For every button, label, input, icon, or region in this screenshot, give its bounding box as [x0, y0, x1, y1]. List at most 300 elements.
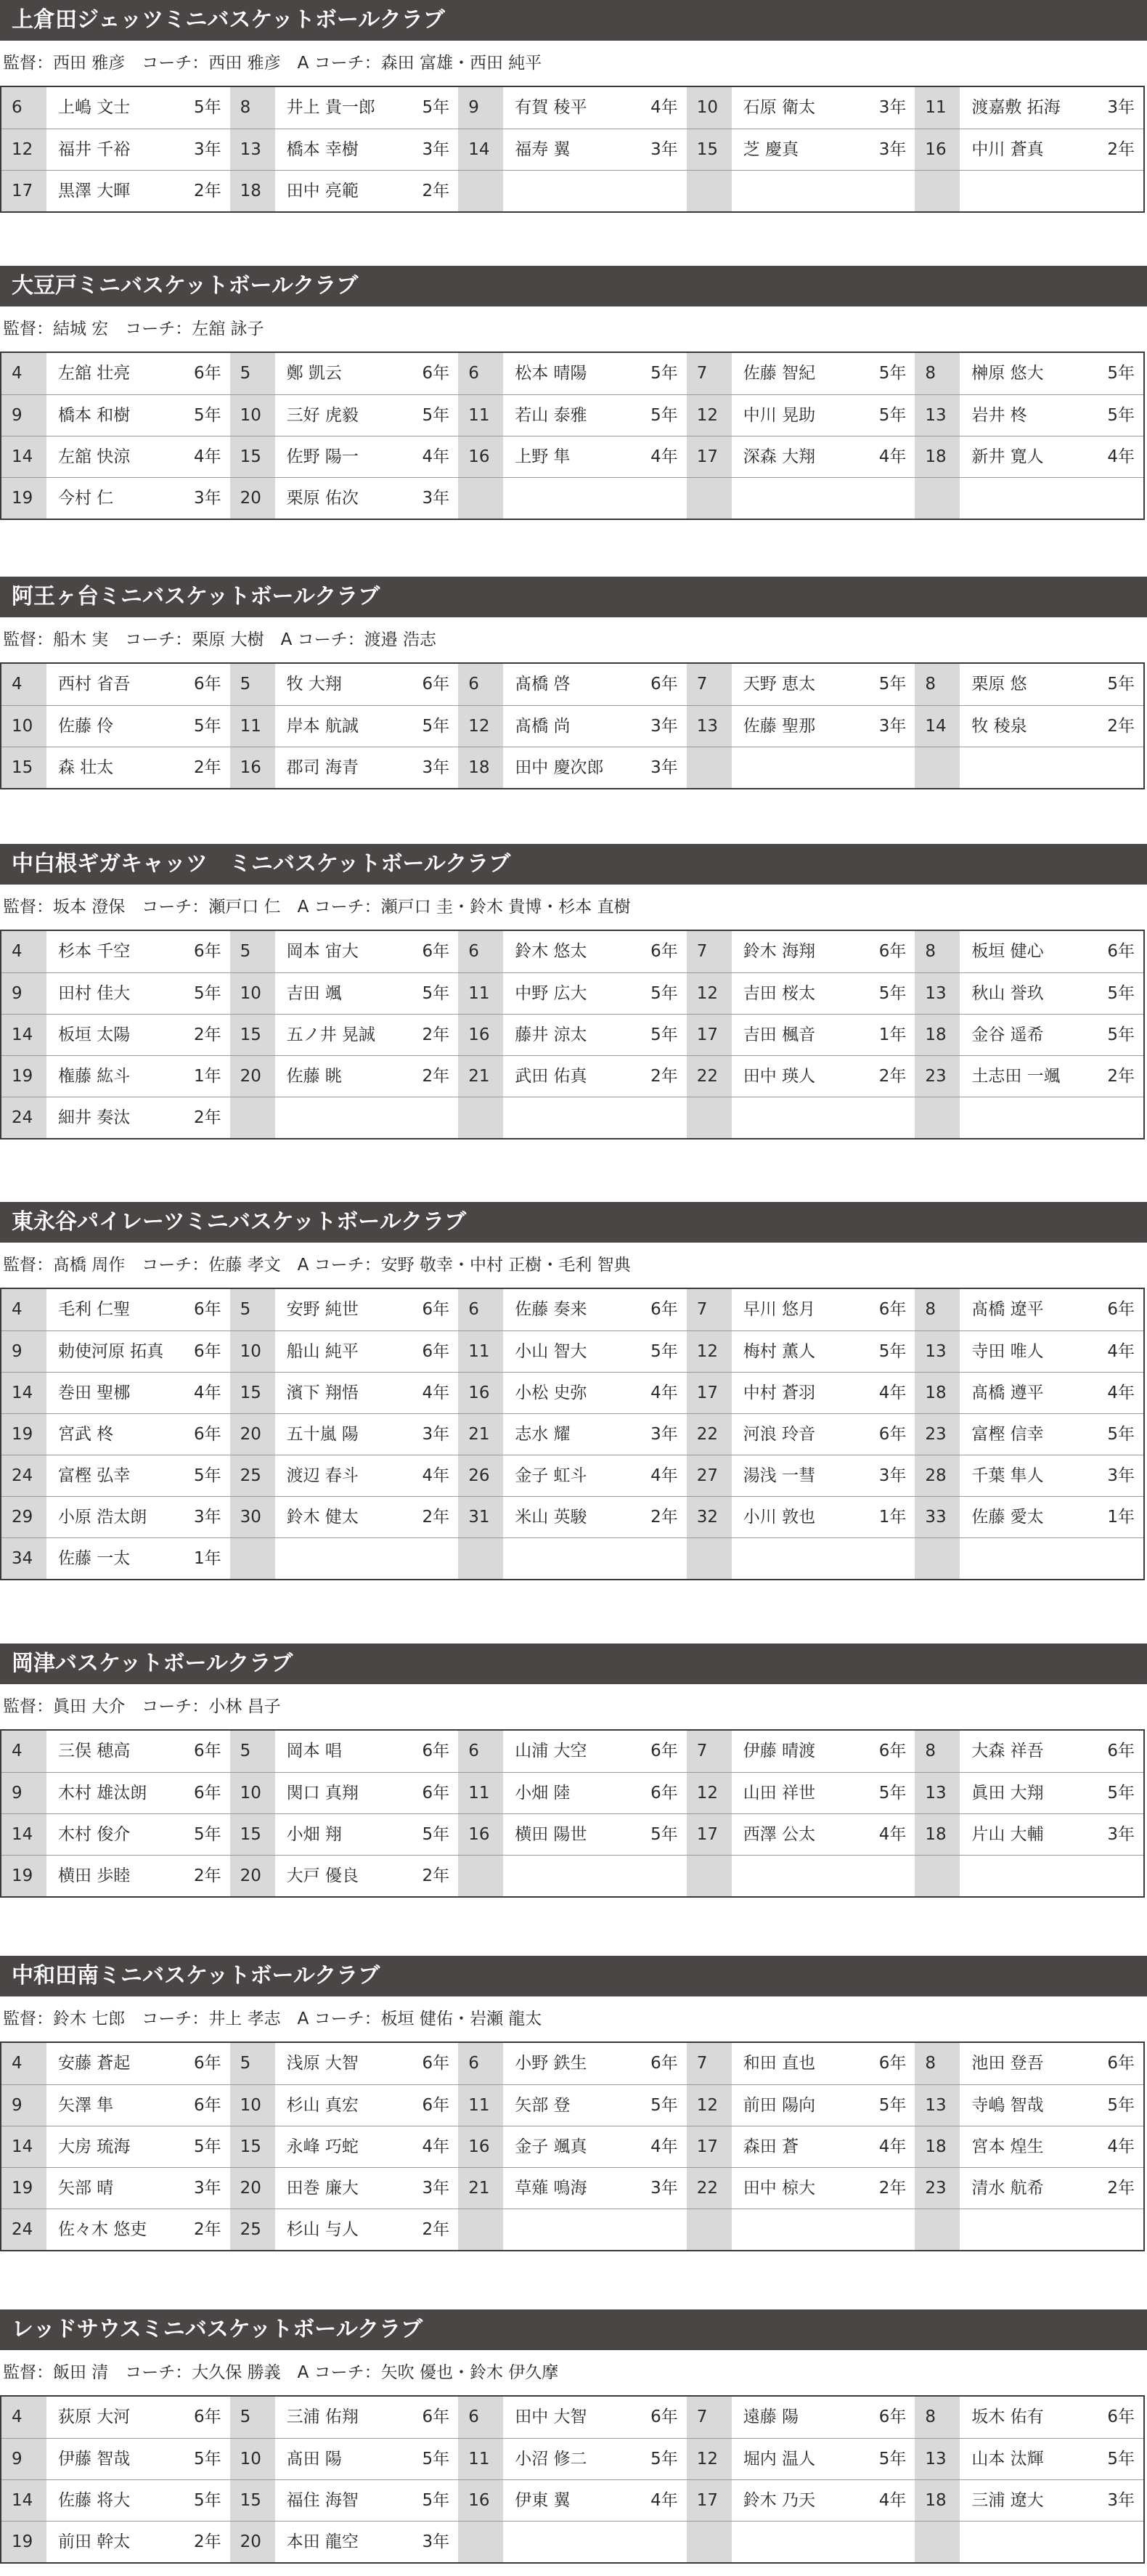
- player-number: 15: [230, 436, 275, 477]
- player-number: 16: [458, 1814, 503, 1855]
- player-cell: [687, 2397, 915, 2438]
- player-name: 森 壮太: [58, 758, 114, 777]
- player-name: 中川 蒼真: [971, 140, 1044, 159]
- player-cell: [687, 2126, 915, 2167]
- player-cell: [1, 87, 230, 129]
- empty-grade-cell: [1094, 478, 1143, 519]
- player-grade: 5年: [650, 984, 678, 1003]
- player-name: 若山 泰雅: [515, 406, 587, 425]
- empty-grade-cell: [865, 478, 915, 519]
- player-grade: 2年: [422, 1866, 450, 1885]
- empty-name-cell: [503, 1097, 637, 1138]
- player-name: 鈴木 悠太: [515, 942, 587, 961]
- player-number: 28: [915, 1455, 960, 1496]
- team-staff: 監督：髙橋 周作 コーチ：佐藤 孝文 A コーチ：安野 敬幸・中村 正樹・毛利 智典: [3, 1256, 631, 1275]
- empty-grade-cell: [409, 1538, 458, 1579]
- player-number: 18: [915, 1373, 960, 1413]
- player-name: 武田 佑真: [515, 1067, 587, 1086]
- player-number: 4: [1, 2397, 46, 2438]
- player-cell: [915, 353, 1143, 394]
- player-number: 11: [458, 1331, 503, 1372]
- table-row: [1, 1372, 1143, 1413]
- player-number: 16: [458, 1373, 503, 1413]
- player-number: 6: [458, 931, 503, 972]
- empty-number-cell: [687, 747, 732, 788]
- player-cell: [458, 1731, 687, 1772]
- player-name: 山本 汰輝: [971, 2450, 1044, 2469]
- player-grade: 1年: [193, 1549, 221, 1568]
- player-name: 金子 虹斗: [515, 1466, 587, 1485]
- player-name: 荻原 大河: [58, 2408, 131, 2426]
- player-cell: [230, 2168, 459, 2209]
- player-grade: 3年: [193, 489, 221, 508]
- player-cell: [458, 436, 687, 477]
- player-number: 9: [1, 2439, 46, 2479]
- player-number: 5: [230, 1289, 275, 1330]
- player-cell: [1, 2085, 230, 2126]
- player-number: 4: [1, 1731, 46, 1772]
- player-name: 小野 鉄生: [515, 2054, 587, 2073]
- player-number: 20: [230, 1056, 275, 1097]
- player-name: 髙橋 啓: [515, 675, 571, 694]
- player-number: 20: [230, 1414, 275, 1455]
- player-name: 三浦 佑翔: [286, 2408, 359, 2426]
- player-cell: [1, 2480, 230, 2521]
- empty-cell: [687, 171, 915, 211]
- table-row: [1, 2126, 1143, 2167]
- table-row: [1, 2043, 1143, 2084]
- player-cell: [915, 1497, 1143, 1537]
- team-name: 岡津バスケットボールクラブ: [0, 1643, 1147, 1684]
- player-cell: [230, 1414, 459, 1455]
- player-name: 佐藤 智紀: [743, 364, 816, 383]
- player-grade: 5年: [1107, 2096, 1135, 2115]
- player-cell: [1, 664, 230, 705]
- player-number: 27: [687, 1455, 732, 1496]
- empty-grade-cell: [865, 747, 915, 788]
- player-number: 11: [458, 395, 503, 436]
- player-name: 福井 千裕: [58, 140, 131, 159]
- player-grade: 2年: [1107, 2179, 1135, 2198]
- player-grade: 2年: [422, 1067, 450, 1086]
- player-cell: [1, 2043, 230, 2084]
- player-name: 富樫 信幸: [971, 1425, 1044, 1444]
- player-number: 21: [458, 1056, 503, 1097]
- player-cell: [458, 1773, 687, 1813]
- empty-cell: [687, 1856, 915, 1896]
- player-name: 井上 貴一郎: [286, 98, 375, 117]
- player-number: 15: [1, 747, 46, 788]
- player-number: 20: [230, 1856, 275, 1896]
- player-number: 17: [687, 2480, 732, 2521]
- player-cell: [458, 1455, 687, 1496]
- player-number: 11: [458, 2439, 503, 2479]
- empty-number-cell: [230, 1538, 275, 1579]
- player-name: 大戸 優良: [286, 1866, 359, 1885]
- player-grade: 5年: [193, 98, 221, 117]
- player-cell: [687, 1414, 915, 1455]
- empty-grade-cell: [637, 2522, 687, 2562]
- player-cell: [915, 1015, 1143, 1055]
- player-grade: 6年: [1107, 1742, 1135, 1760]
- empty-name-cell: [503, 2522, 637, 2562]
- player-cell: [915, 1414, 1143, 1455]
- player-number: 12: [687, 1773, 732, 1813]
- player-number: 24: [1, 1455, 46, 1496]
- player-number: 26: [458, 1455, 503, 1496]
- empty-grade-cell: [637, 2209, 687, 2250]
- player-number: 11: [458, 973, 503, 1014]
- empty-cell: [458, 1097, 687, 1138]
- player-number: 11: [458, 1773, 503, 1813]
- player-number: 16: [458, 2480, 503, 2521]
- player-grade: 2年: [650, 1067, 678, 1086]
- player-name: 池田 登吾: [971, 2054, 1044, 2073]
- player-grade: 4年: [422, 1384, 450, 1402]
- player-grade: 5年: [1107, 1425, 1135, 1444]
- player-cell: [915, 973, 1143, 1014]
- player-name: 伊東 翼: [515, 2491, 571, 2510]
- player-cell: [230, 2522, 459, 2562]
- player-grade: 5年: [878, 364, 907, 383]
- roster-table: [0, 86, 1145, 213]
- empty-grade-cell: [637, 171, 687, 211]
- player-cell: [1, 171, 230, 211]
- player-number: 24: [1, 2209, 46, 2250]
- player-grade: 6年: [650, 675, 678, 694]
- player-number: 14: [1, 1373, 46, 1413]
- player-name: 石原 衛太: [743, 98, 816, 117]
- player-name: 牧 稜泉: [971, 717, 1027, 736]
- player-cell: [687, 1731, 915, 1772]
- player-cell: [230, 931, 459, 972]
- player-grade: 2年: [650, 1508, 678, 1527]
- empty-cell: [458, 1538, 687, 1579]
- player-grade: 5年: [878, 406, 907, 425]
- team-name: 阿王ヶ台ミニバスケットボールクラブ: [0, 577, 1147, 617]
- empty-name-cell: [732, 747, 866, 788]
- player-cell: [915, 1455, 1143, 1496]
- player-cell: [915, 1056, 1143, 1097]
- player-grade: 2年: [193, 2220, 221, 2239]
- empty-grade-cell: [1094, 747, 1143, 788]
- player-grade: 5年: [422, 2491, 450, 2510]
- roster-table: [0, 1288, 1145, 1580]
- player-grade: 6年: [650, 1300, 678, 1319]
- player-name: 前田 陽向: [743, 2096, 816, 2115]
- player-number: 5: [230, 1731, 275, 1772]
- roster-table: [0, 352, 1145, 520]
- player-grade: 3年: [878, 717, 907, 736]
- player-number: 17: [687, 1015, 732, 1055]
- empty-name-cell: [275, 1538, 409, 1579]
- player-grade: 2年: [193, 1866, 221, 1885]
- player-name: 細井 奏汰: [58, 1108, 131, 1127]
- player-number: 18: [458, 747, 503, 788]
- player-number: 8: [915, 931, 960, 972]
- player-name: 佐藤 奏来: [515, 1300, 587, 1319]
- player-number: 10: [687, 87, 732, 129]
- player-name: 秋山 誉玖: [971, 984, 1044, 1003]
- player-name: 田中 大智: [515, 2408, 587, 2426]
- player-cell: [458, 747, 687, 788]
- empty-grade-cell: [865, 1097, 915, 1138]
- player-name: 佐野 陽一: [286, 447, 359, 466]
- player-number: 19: [1, 2522, 46, 2562]
- empty-cell: [458, 478, 687, 519]
- player-cell: [230, 478, 459, 519]
- player-number: 12: [458, 706, 503, 747]
- player-grade: 6年: [422, 675, 450, 694]
- player-name: 田村 佳大: [58, 984, 131, 1003]
- player-number: 6: [458, 353, 503, 394]
- player-name: 栗原 悠: [971, 675, 1027, 694]
- player-number: 22: [687, 2168, 732, 2209]
- player-number: 8: [915, 1731, 960, 1772]
- player-grade: 5年: [878, 675, 907, 694]
- empty-cell: [687, 1538, 915, 1579]
- player-grade: 6年: [422, 1300, 450, 1319]
- player-cell: [687, 1331, 915, 1372]
- player-number: 22: [687, 1414, 732, 1455]
- player-cell: [1, 478, 230, 519]
- player-number: 13: [915, 1331, 960, 1372]
- player-grade: 5年: [193, 406, 221, 425]
- player-name: 吉田 楓音: [743, 1025, 816, 1044]
- player-name: 金谷 遥希: [971, 1025, 1044, 1044]
- empty-name-cell: [732, 1097, 866, 1138]
- empty-grade-cell: [409, 1097, 458, 1138]
- player-name: 浅原 大智: [286, 2054, 359, 2073]
- player-number: 15: [230, 1015, 275, 1055]
- team-name: 東永谷パイレーツミニバスケットボールクラブ: [0, 1202, 1147, 1243]
- player-number: 9: [1, 973, 46, 1014]
- player-number: 33: [915, 1497, 960, 1537]
- player-name: 岩井 柊: [971, 406, 1027, 425]
- empty-name-cell: [960, 478, 1094, 519]
- player-number: 8: [230, 87, 275, 129]
- team-section: [0, 266, 1147, 520]
- team-staff: 監督：眞田 大介 コーチ：小林 昌子: [3, 1697, 281, 1716]
- player-number: 19: [1, 1856, 46, 1896]
- player-number: 5: [230, 2043, 275, 2084]
- player-name: 佐藤 愛太: [971, 1508, 1044, 1527]
- player-number: 20: [230, 2168, 275, 2209]
- player-number: 8: [915, 353, 960, 394]
- player-name: 田巻 廉大: [286, 2179, 359, 2198]
- player-cell: [1, 2397, 230, 2438]
- player-grade: 5年: [650, 406, 678, 425]
- player-cell: [1, 2209, 230, 2250]
- player-grade: 3年: [193, 2179, 221, 2198]
- player-number: 13: [915, 973, 960, 1014]
- player-name: 佐藤 一太: [58, 1549, 131, 1568]
- player-grade: 3年: [878, 1466, 907, 1485]
- empty-cell: [230, 1097, 459, 1138]
- player-grade: 5年: [1107, 364, 1135, 383]
- player-number: 21: [458, 1414, 503, 1455]
- empty-name-cell: [960, 1097, 1094, 1138]
- player-number: 5: [230, 664, 275, 705]
- player-number: 4: [1, 353, 46, 394]
- player-name: 黒澤 大暉: [58, 182, 131, 200]
- player-cell: [458, 1331, 687, 1372]
- player-cell: [1, 2126, 230, 2167]
- empty-grade-cell: [1094, 1097, 1143, 1138]
- player-cell: [1, 1097, 230, 1138]
- player-cell: [687, 1773, 915, 1813]
- player-cell: [915, 2397, 1143, 2438]
- player-name: 西村 省吾: [58, 675, 131, 694]
- player-name: 三俣 穂高: [58, 1742, 131, 1760]
- empty-grade-cell: [865, 2209, 915, 2250]
- player-number: 31: [458, 1497, 503, 1537]
- table-row: [1, 2479, 1143, 2521]
- player-name: 三好 虎毅: [286, 406, 359, 425]
- player-number: 9: [1, 1773, 46, 1813]
- player-cell: [458, 1497, 687, 1537]
- player-name: 田中 亮範: [286, 182, 359, 200]
- player-name: 勅使河原 拓真: [58, 1342, 164, 1361]
- player-cell: [915, 2043, 1143, 2084]
- player-grade: 6年: [1107, 2408, 1135, 2426]
- empty-cell: [230, 1538, 459, 1579]
- player-cell: [230, 2480, 459, 2521]
- player-grade: 4年: [650, 98, 678, 117]
- player-grade: 5年: [878, 2096, 907, 2115]
- roster-table: [0, 930, 1145, 1139]
- player-cell: [230, 353, 459, 394]
- player-name: 巻田 聖梛: [58, 1384, 131, 1402]
- player-name: 横田 陽世: [515, 1825, 587, 1844]
- player-cell: [230, 706, 459, 747]
- player-name: 関口 真翔: [286, 1784, 359, 1803]
- player-name: 榊原 悠大: [971, 364, 1044, 383]
- player-grade: 3年: [1107, 1466, 1135, 1485]
- empty-number-cell: [458, 171, 503, 211]
- table-row: [1, 1537, 1143, 1579]
- player-name: 米山 英駿: [515, 1508, 587, 1527]
- player-name: 寺田 唯人: [971, 1342, 1044, 1361]
- player-name: 坂木 佑有: [971, 2408, 1044, 2426]
- team-staff: 監督：飯田 清 コーチ：大久保 勝義 A コーチ：矢吹 優也・鈴木 伊久摩: [3, 2363, 559, 2382]
- player-name: 清水 航希: [971, 2179, 1044, 2198]
- player-grade: 5年: [1107, 984, 1135, 1003]
- empty-cell: [915, 478, 1143, 519]
- player-name: 三浦 遼大: [971, 2491, 1044, 2510]
- player-name: 鈴木 健太: [286, 1508, 359, 1527]
- player-number: 8: [915, 664, 960, 705]
- player-grade: 5年: [1107, 1025, 1135, 1044]
- player-name: 船山 純平: [286, 1342, 359, 1361]
- team-name: 上倉田ジェッツミニバスケットボールクラブ: [0, 0, 1147, 41]
- player-cell: [230, 1455, 459, 1496]
- player-number: 7: [687, 1731, 732, 1772]
- player-cell: [1, 436, 230, 477]
- player-grade: 5年: [193, 1466, 221, 1485]
- table-row: [1, 87, 1143, 129]
- player-number: 30: [230, 1497, 275, 1537]
- team-section: [0, 844, 1147, 1139]
- player-number: 7: [687, 664, 732, 705]
- player-name: 永峰 巧蛇: [286, 2137, 359, 2156]
- player-grade: 3年: [422, 2179, 450, 2198]
- player-grade: 5年: [422, 1825, 450, 1844]
- table-row: [1, 1097, 1143, 1138]
- player-name: 岡本 宙大: [286, 942, 359, 961]
- empty-name-cell: [960, 2522, 1094, 2562]
- player-grade: 5年: [650, 2450, 678, 2469]
- roster-table: [0, 2041, 1145, 2251]
- empty-number-cell: [915, 1538, 960, 1579]
- player-name: 千葉 隼人: [971, 1466, 1044, 1485]
- player-name: 山浦 大空: [515, 1742, 587, 1760]
- player-name: 岡本 唱: [286, 1742, 342, 1760]
- player-cell: [1, 1773, 230, 1813]
- table-row: [1, 436, 1143, 477]
- player-number: 7: [687, 353, 732, 394]
- player-name: 福住 海智: [286, 2491, 359, 2510]
- player-cell: [1, 129, 230, 170]
- empty-cell: [687, 2209, 915, 2250]
- player-cell: [230, 395, 459, 436]
- empty-number-cell: [915, 1856, 960, 1896]
- player-cell: [1, 706, 230, 747]
- table-row: [1, 1772, 1143, 1813]
- player-grade: 5年: [1107, 406, 1135, 425]
- empty-number-cell: [230, 1097, 275, 1138]
- player-grade: 2年: [193, 1025, 221, 1044]
- player-grade: 4年: [422, 1466, 450, 1485]
- player-cell: [1, 2439, 230, 2479]
- player-cell: [915, 1331, 1143, 1372]
- player-number: 7: [687, 931, 732, 972]
- player-cell: [230, 1289, 459, 1330]
- empty-cell: [915, 747, 1143, 788]
- player-name: 濱下 翔悟: [286, 1384, 359, 1402]
- player-cell: [230, 2209, 459, 2250]
- player-name: 和田 直也: [743, 2054, 816, 2073]
- player-name: 天野 恵太: [743, 675, 816, 694]
- player-grade: 6年: [193, 364, 221, 383]
- empty-name-cell: [960, 2209, 1094, 2250]
- empty-grade-cell: [637, 478, 687, 519]
- player-name: 芝 慶真: [743, 140, 799, 159]
- player-grade: 6年: [193, 942, 221, 961]
- team-name: 中白根ギガキャッツ ミニバスケットボールクラブ: [0, 844, 1147, 885]
- player-name: 有賀 稜平: [515, 98, 587, 117]
- player-number: 12: [687, 973, 732, 1014]
- player-number: 6: [458, 2043, 503, 2084]
- player-cell: [230, 2397, 459, 2438]
- player-name: 志水 耀: [515, 1425, 571, 1444]
- roster-table: [0, 662, 1145, 789]
- player-name: 小畑 翔: [286, 1825, 342, 1844]
- team-section: [0, 1202, 1147, 1580]
- empty-cell: [458, 2209, 687, 2250]
- player-cell: [687, 129, 915, 170]
- team-name: レッドサウスミニバスケットボールクラブ: [0, 2309, 1147, 2350]
- empty-number-cell: [915, 478, 960, 519]
- player-grade: 2年: [878, 1067, 907, 1086]
- player-name: 小川 敦也: [743, 1508, 816, 1527]
- player-grade: 6年: [193, 2096, 221, 2115]
- player-cell: [230, 1373, 459, 1413]
- player-name: 伊藤 晴渡: [743, 1742, 816, 1760]
- empty-number-cell: [458, 1097, 503, 1138]
- player-cell: [230, 664, 459, 705]
- player-grade: 6年: [193, 1425, 221, 1444]
